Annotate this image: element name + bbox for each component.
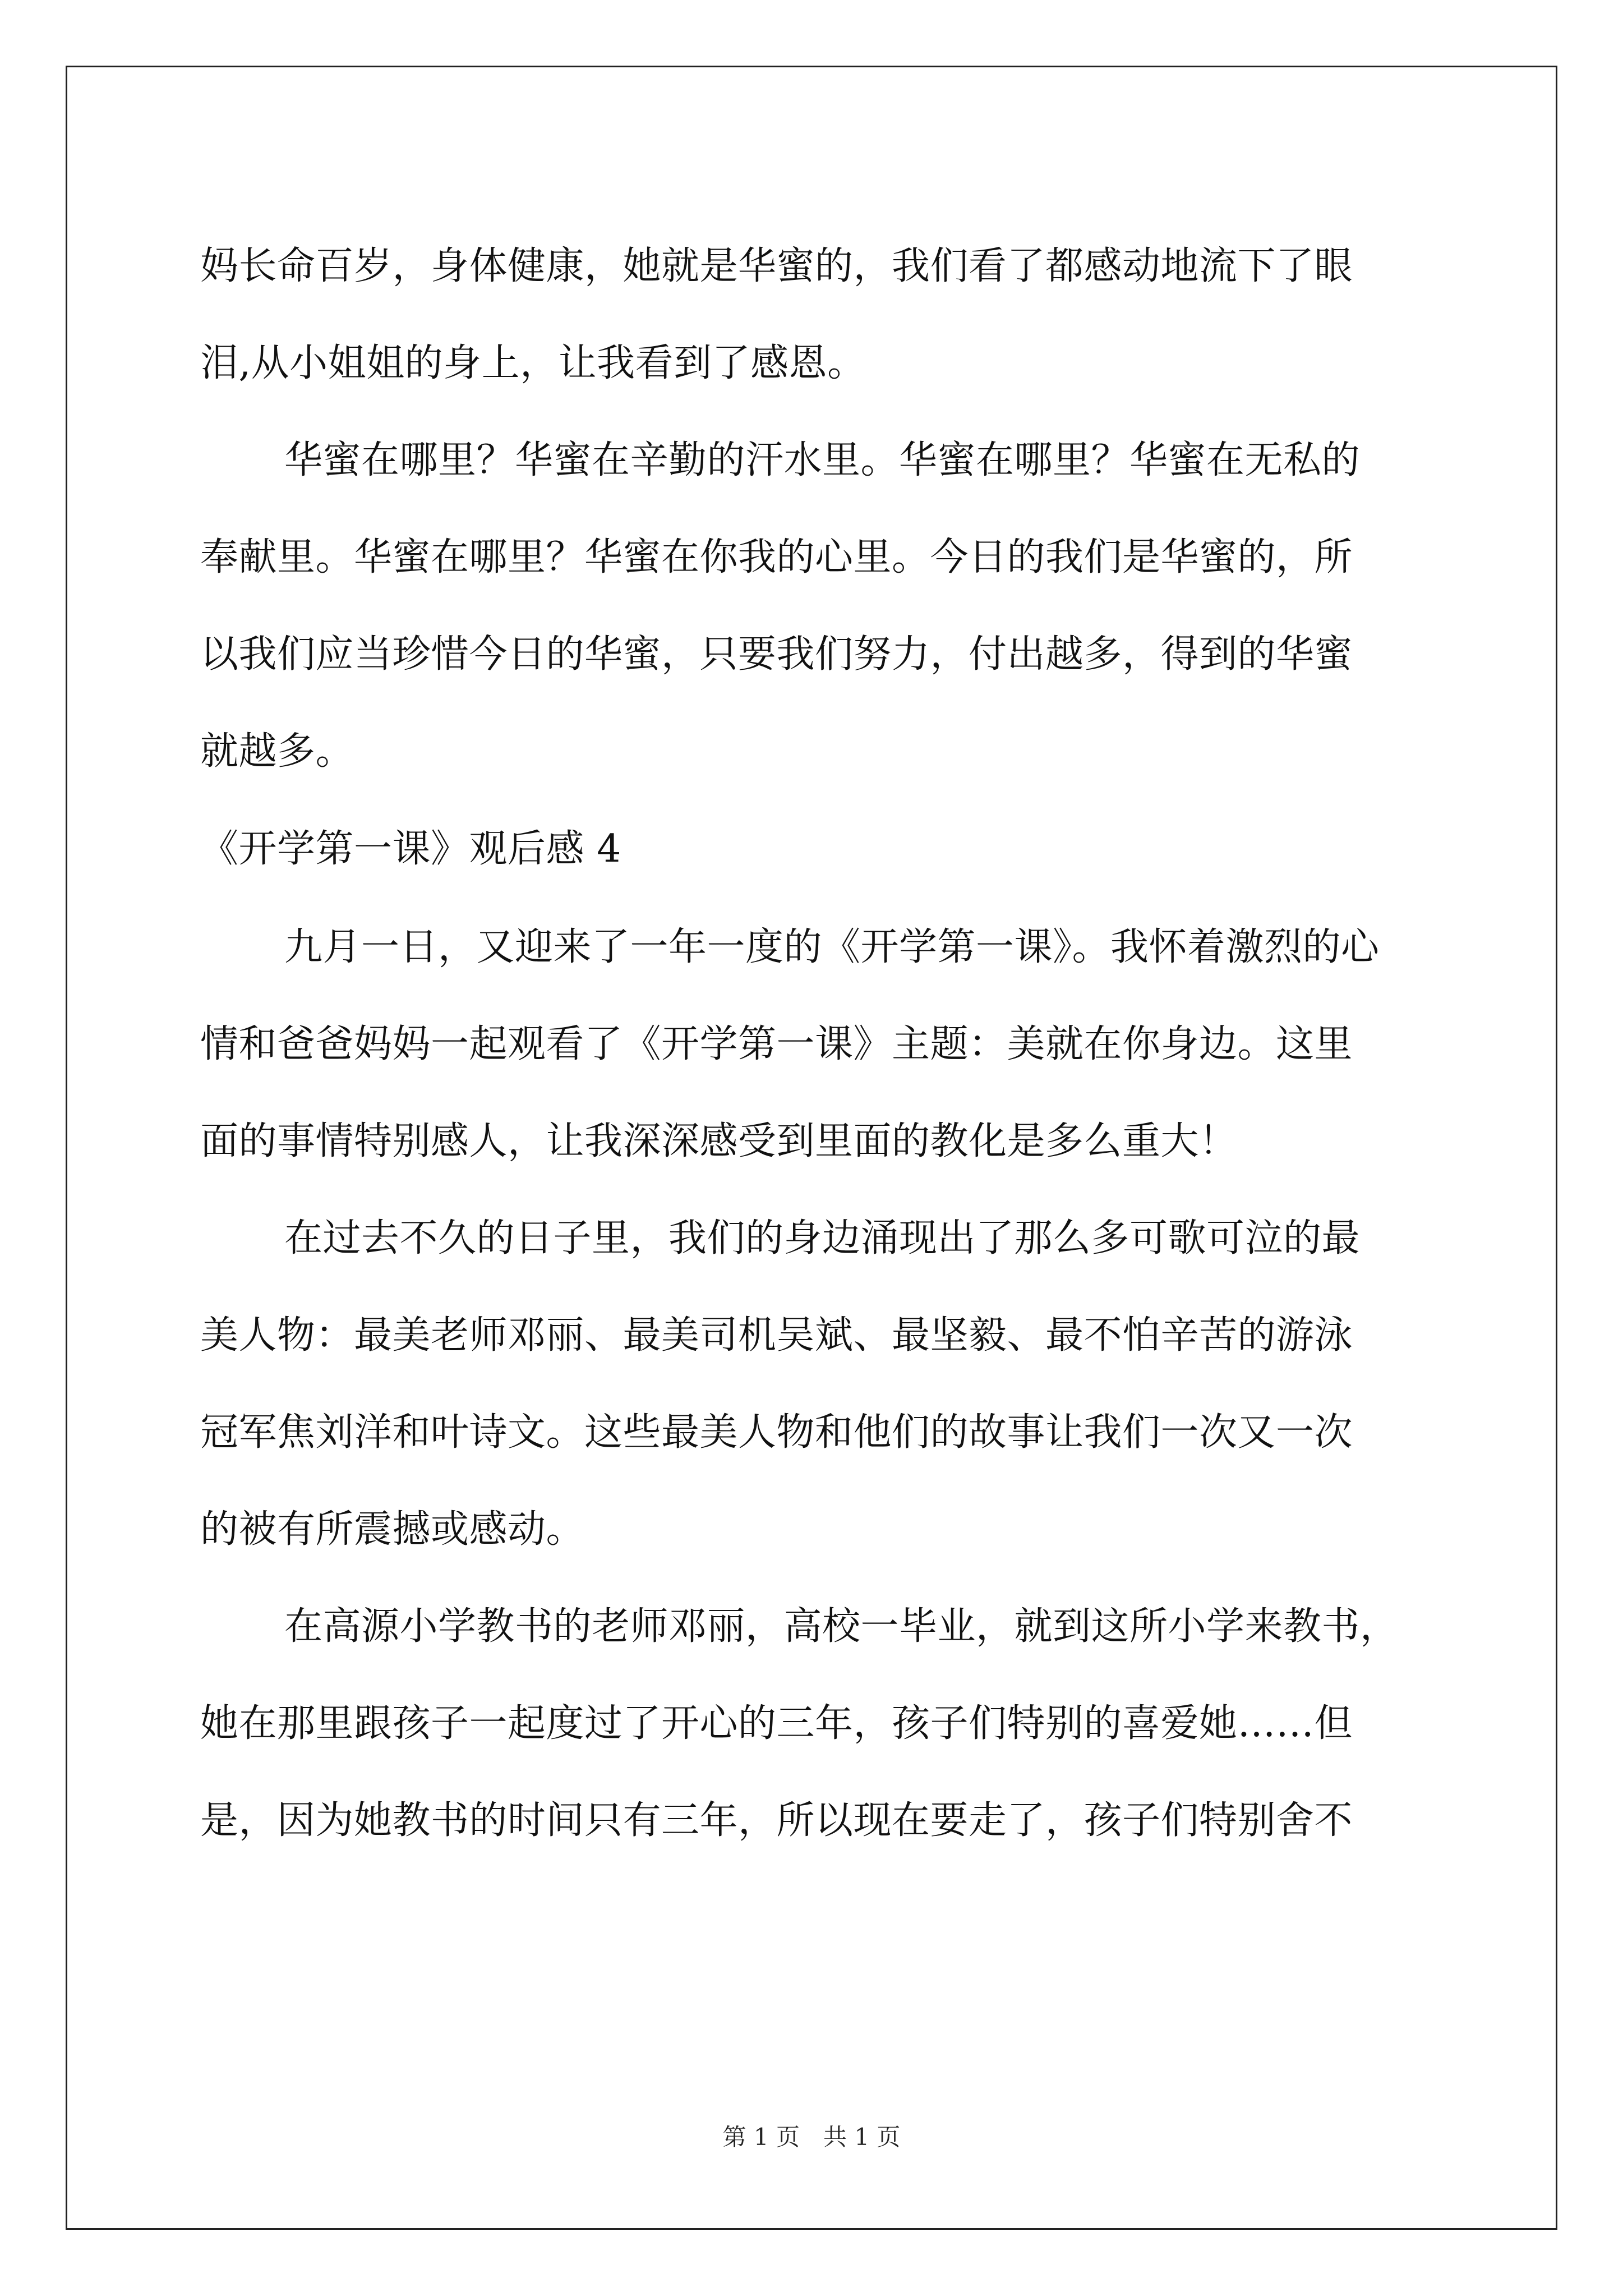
text-line: 美人物：最美老师邓丽、最美司机吴斌、最坚毅、最不怕辛苦的游泳 — [200, 1313, 1353, 1358]
section-heading: 《开学第一课》观后感 4 — [200, 827, 621, 871]
paragraph-start: 在高源小学教书的老师邓丽，高校一毕业，就到这所小学来教书， — [284, 1604, 1399, 1649]
text-line: 妈长命百岁，身体健康，她就是华蜜的，我们看了都感动地流下了眼 — [200, 244, 1353, 288]
text-line: 泪,从小姐姐的身上，让我看到了感恩。 — [200, 341, 866, 385]
text-line: 是，因为她教书的时间只有三年，所以现在要走了，孩子们特别舍不 — [200, 1798, 1353, 1843]
text-line: 面的事情特别感人，让我深深感受到里面的教化是多么重大！ — [200, 1119, 1238, 1163]
text-line: 以我们应当珍惜今日的华蜜，只要我们努力，付出越多，得到的华蜜 — [200, 632, 1353, 677]
page-footer: 第 1 页 共 1 页 — [722, 2123, 901, 2151]
text-line: 就越多。 — [200, 729, 354, 774]
text-line: 的被有所震撼或感动。 — [200, 1507, 585, 1552]
document-body — [200, 218, 1434, 1869]
text-line: 奉献里。华蜜在哪里？华蜜在你我的心里。今日的我们是华蜜的，所 — [200, 535, 1353, 579]
paragraph-start: 在过去不久的日子里，我们的身边涌现出了那么多可歌可泣的最 — [284, 1216, 1361, 1260]
text-line: 她在那里跟孩子一起度过了开心的三年，孩子们特别的喜爱她……但 — [200, 1701, 1353, 1746]
paragraph-start: 华蜜在哪里？华蜜在辛勤的汗水里。华蜜在哪里？华蜜在无私的 — [284, 438, 1361, 482]
text-line: 情和爸爸妈妈一起观看了《开学第一课》主题：美就在你身边。这里 — [200, 1022, 1353, 1066]
paragraph-start: 九月一日，又迎来了一年一度的《开学第一课》。我怀着激烈的心 — [284, 925, 1380, 969]
text-line: 冠军焦刘洋和叶诗文。这些最美人物和他们的故事让我们一次又一次 — [200, 1410, 1353, 1455]
